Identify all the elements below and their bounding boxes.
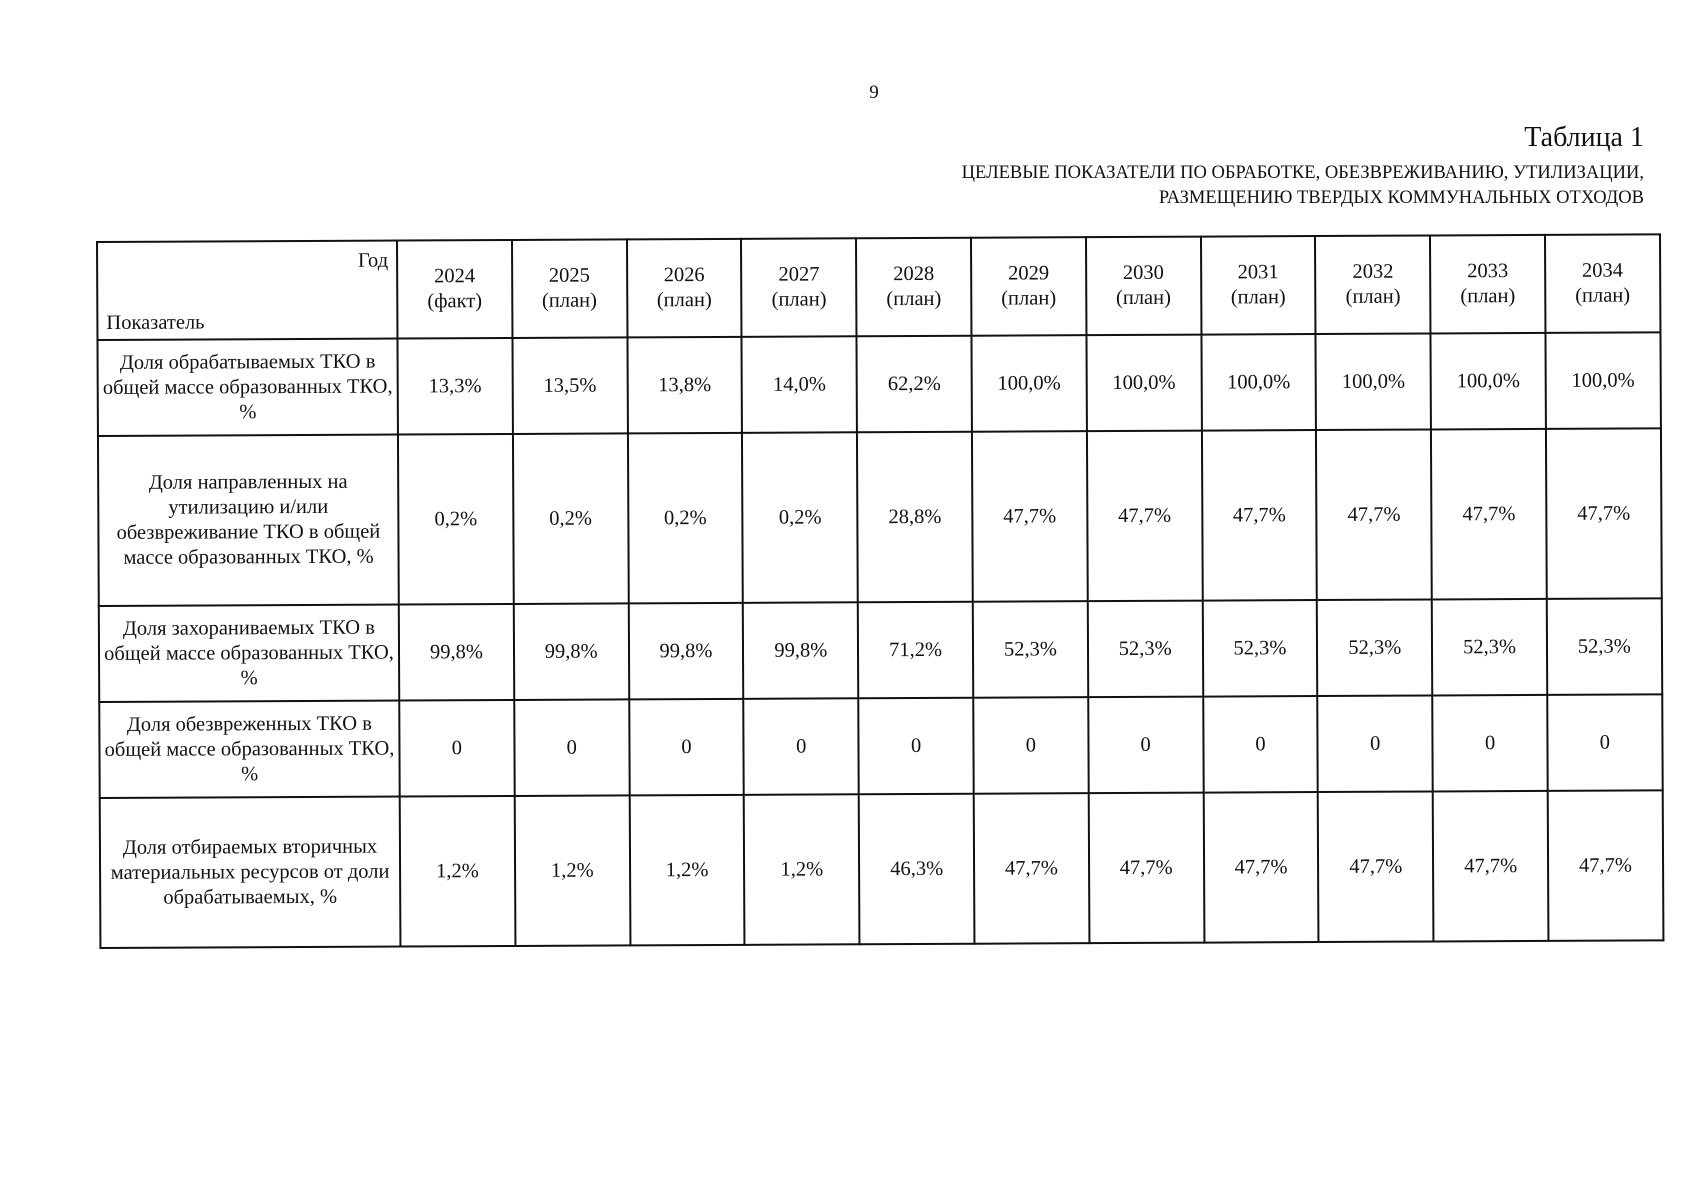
table-header-row	[97, 234, 1660, 340]
value-cell: 99,8%	[399, 604, 514, 701]
value-cell: 52,3%	[1088, 601, 1203, 698]
value-cell: 1,2%	[744, 794, 860, 945]
table-row	[97, 332, 1660, 436]
value-cell: 46,3%	[859, 794, 975, 945]
year-label: 2028	[893, 262, 935, 286]
value-cell: 0	[629, 699, 744, 796]
value-cell: 100,0%	[971, 335, 1086, 432]
value-cell: 47,7%	[1088, 793, 1204, 944]
header-corner-cell	[97, 241, 397, 340]
year-header-2026	[627, 239, 742, 338]
year-label: 2024	[434, 265, 476, 288]
value-cell: 0	[399, 700, 514, 797]
value-cell: 47,7%	[1316, 429, 1432, 600]
targets-table-container	[96, 233, 1662, 949]
year-note: (план)	[1460, 285, 1516, 308]
year-header-2025	[512, 239, 627, 338]
value-cell: 52,3%	[1317, 599, 1432, 696]
value-cell: 13,5%	[512, 337, 627, 434]
value-cell: 0	[514, 699, 629, 796]
year-label: 2027	[778, 263, 820, 286]
page-number: 9	[869, 82, 879, 103]
value-cell: 0,2%	[742, 432, 858, 603]
year-note: (план)	[886, 287, 942, 311]
value-cell: 99,8%	[514, 603, 629, 700]
value-cell: 71,2%	[858, 602, 973, 699]
table-title-line-2: РАЗМЕЩЕНИЮ ТВЕРДЫХ КОММУНАЛЬНЫХ ОТХОДОВ	[1158, 188, 1644, 208]
value-cell: 47,7%	[1548, 790, 1664, 941]
value-cell: 52,3%	[1547, 598, 1662, 695]
year-label: 2030	[1122, 261, 1164, 284]
year-label: 2032	[1352, 260, 1394, 283]
value-cell: 0	[1088, 697, 1203, 794]
value-cell: 52,3%	[1202, 600, 1317, 697]
value-cell: 47,7%	[1431, 429, 1547, 600]
table-title-line-1: ЦЕЛЕВЫЕ ПОКАЗАТЕЛИ ПО ОБРАБОТКЕ, ОБЕЗВРЕЖИВАНИЮ, УТИЛИЗАЦИИ,	[961, 163, 1644, 183]
corner-indicator-label: Показатель	[106, 311, 205, 334]
year-note: (план)	[771, 288, 827, 311]
table-row	[99, 598, 1662, 702]
value-cell: 47,7%	[1318, 791, 1434, 942]
value-cell: 0	[1432, 695, 1547, 792]
table-row	[99, 694, 1662, 798]
year-header-2029	[971, 237, 1086, 336]
year-header-2031	[1201, 236, 1316, 335]
year-header-2034	[1545, 234, 1660, 333]
targets-table	[96, 233, 1664, 949]
table-row	[100, 790, 1663, 948]
value-cell: 1,2%	[400, 796, 516, 947]
value-cell: 0	[744, 698, 859, 795]
value-cell: 52,3%	[1432, 599, 1547, 696]
value-cell: 52,3%	[973, 601, 1088, 698]
year-header-2032	[1315, 235, 1430, 334]
year-header-2028	[856, 238, 971, 337]
value-cell: 47,7%	[1433, 791, 1549, 942]
indicator-cell: Доля отбираемых вторичных материальных ресурсов от доли обрабатываемых, %	[100, 797, 401, 948]
value-cell: 0	[858, 698, 973, 795]
indicator-cell: Доля обезвреженных ТКО в общей массе образованных ТКО, %	[99, 701, 399, 798]
year-header-2033	[1430, 235, 1545, 334]
year-label: 2033	[1467, 260, 1509, 283]
value-cell: 47,7%	[1202, 430, 1318, 601]
value-cell: 0	[1203, 696, 1318, 793]
indicator-cell: Доля направленных на утилизацию и/или обезвреживание ТКО в общей массе образованных ТКО, %	[98, 435, 399, 606]
year-label: 2029	[1007, 262, 1050, 285]
value-cell: 13,3%	[397, 338, 512, 435]
year-note: (план)	[1001, 287, 1057, 310]
year-note: (факт)	[427, 290, 483, 313]
value-cell: 100,0%	[1545, 332, 1660, 429]
value-cell: 100,0%	[1086, 335, 1201, 432]
indicator-cell: Доля обрабатываемых ТКО в общей массе образованных ТКО, %	[97, 339, 397, 436]
year-note: (план)	[541, 289, 598, 312]
table-title	[744, 161, 1644, 211]
corner-year-label: Год	[357, 249, 389, 272]
value-cell: 47,7%	[974, 793, 1090, 944]
year-label: 2025	[548, 264, 590, 287]
value-cell: 0,2%	[513, 433, 629, 604]
value-cell: 0	[1547, 694, 1662, 791]
value-cell: 47,7%	[972, 431, 1088, 602]
year-note: (план)	[656, 288, 712, 312]
value-cell: 100,0%	[1431, 333, 1546, 430]
indicator-cell: Доля захораниваемых ТКО в общей массе образованных ТКО, %	[99, 605, 399, 702]
year-note: (план)	[1345, 285, 1401, 308]
table-label: Таблица 1	[1524, 122, 1644, 153]
value-cell: 1,2%	[629, 795, 745, 946]
value-cell: 100,0%	[1316, 333, 1431, 430]
value-cell: 28,8%	[857, 432, 973, 603]
year-label: 2026	[663, 264, 705, 287]
year-label: 2034	[1581, 259, 1624, 282]
value-cell: 0	[1318, 695, 1433, 792]
value-cell: 1,2%	[515, 795, 631, 946]
year-header-2030	[1086, 237, 1201, 336]
value-cell: 47,7%	[1546, 428, 1662, 599]
year-note: (план)	[1575, 284, 1631, 307]
year-note: (план)	[1115, 286, 1171, 310]
value-cell: 0	[973, 697, 1088, 794]
value-cell: 47,7%	[1203, 792, 1319, 943]
year-label: 2031	[1237, 261, 1279, 284]
value-cell: 47,7%	[1087, 431, 1203, 602]
year-note: (план)	[1230, 286, 1286, 309]
value-cell: 99,8%	[743, 602, 858, 699]
value-cell: 13,8%	[627, 337, 742, 434]
value-cell: 62,2%	[857, 336, 972, 433]
value-cell: 99,8%	[628, 603, 743, 700]
table-row	[98, 428, 1662, 606]
value-cell: 100,0%	[1201, 334, 1316, 431]
year-header-2024	[397, 240, 512, 339]
value-cell: 0,2%	[628, 433, 744, 604]
value-cell: 14,0%	[742, 336, 857, 433]
value-cell: 0,2%	[398, 434, 514, 605]
year-header-2027	[741, 238, 856, 337]
